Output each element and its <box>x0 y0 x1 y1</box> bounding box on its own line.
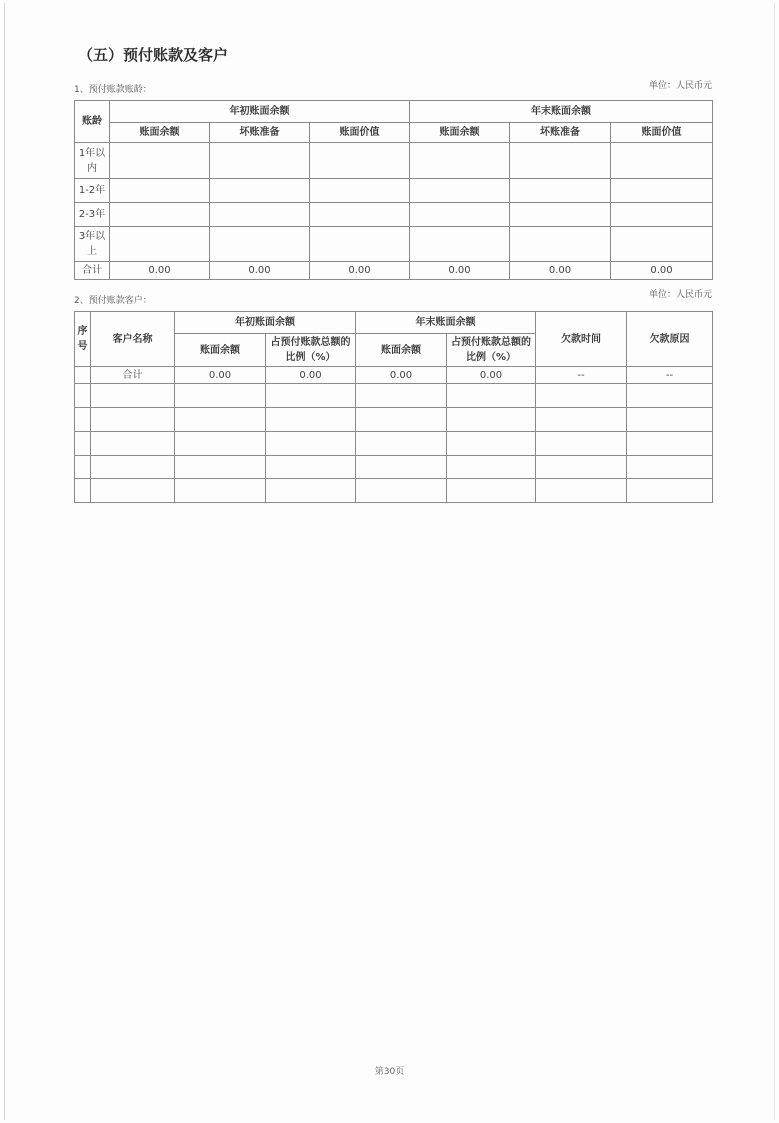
table-row <box>75 384 713 408</box>
header-age: 账龄 <box>75 101 110 143</box>
header-begin-balance: 年初账面余额 <box>175 312 356 334</box>
table1-unit: 单位：人民币元 <box>648 81 712 91</box>
table2-unit: 单位：人民币元 <box>648 290 712 300</box>
subheader-cell: 账面价值 <box>310 123 410 143</box>
total-value: 0.00 <box>310 262 410 280</box>
page-number: 第30页 <box>374 1067 405 1077</box>
aging-table <box>74 100 713 280</box>
value-cell <box>611 227 713 262</box>
total-value: 0.00 <box>210 262 310 280</box>
header-customer-name: 客户名称 <box>91 312 175 367</box>
value-cell <box>410 227 510 262</box>
value-cell <box>510 143 611 179</box>
age-cell: 2-3年 <box>75 203 110 227</box>
table1-caption: 1、预付账款账龄： <box>74 85 152 95</box>
header-begin-balance: 年初账面余额 <box>110 101 410 123</box>
table-row <box>75 479 713 503</box>
age-cell: 1-2年 <box>75 179 110 203</box>
value-cell <box>310 143 410 179</box>
total-value: 0.00 <box>410 262 510 280</box>
value-cell <box>210 143 310 179</box>
header-owed-time: 欠款时间 <box>536 312 627 367</box>
table-row <box>75 227 713 262</box>
value-cell <box>210 203 310 227</box>
header-seq: 序号 <box>75 312 91 367</box>
value-cell <box>410 203 510 227</box>
age-cell: 3年以上 <box>75 227 110 262</box>
value-cell <box>310 179 410 203</box>
total-label: 合计 <box>75 262 110 280</box>
value-cell <box>110 203 210 227</box>
value-cell <box>410 179 510 203</box>
total-row <box>75 367 713 384</box>
owed-time-cell: -- <box>536 367 627 384</box>
total-label: 合计 <box>91 367 175 384</box>
value-cell <box>110 179 210 203</box>
section-title: （五）预付账款及客户 <box>78 46 229 64</box>
value-cell <box>310 227 410 262</box>
table-row <box>75 143 713 179</box>
header-owed-reason: 欠款原因 <box>627 312 713 367</box>
value-cell <box>611 179 713 203</box>
subheader-cell: 账面余额 <box>175 334 266 367</box>
subheader-cell: 账面余额 <box>410 123 510 143</box>
age-cell: 1年以内 <box>75 143 110 179</box>
value-cell <box>210 227 310 262</box>
header-end-balance: 年末账面余额 <box>410 101 713 123</box>
total-value: 0.00 <box>266 367 356 384</box>
value-cell <box>510 203 611 227</box>
table-row <box>75 432 713 456</box>
value-cell <box>210 179 310 203</box>
seq-cell <box>75 367 91 384</box>
table2-caption: 2、预付账款客户： <box>74 296 152 306</box>
value-cell <box>611 143 713 179</box>
subheader-cell: 占预付账款总额的比例（%） <box>266 334 356 367</box>
total-value: 0.00 <box>356 367 447 384</box>
value-cell <box>611 203 713 227</box>
table-row <box>75 456 713 479</box>
value-cell <box>410 143 510 179</box>
owed-reason-cell: -- <box>627 367 713 384</box>
table-row <box>75 179 713 203</box>
subheader-cell: 账面价值 <box>611 123 713 143</box>
value-cell <box>510 227 611 262</box>
table-row <box>75 203 713 227</box>
total-value: 0.00 <box>611 262 713 280</box>
value-cell <box>110 143 210 179</box>
subheader-cell: 坏账准备 <box>510 123 611 143</box>
subheader-cell: 坏账准备 <box>210 123 310 143</box>
subheader-cell: 账面余额 <box>356 334 447 367</box>
subheader-cell: 账面余额 <box>110 123 210 143</box>
total-value: 0.00 <box>175 367 266 384</box>
value-cell <box>110 227 210 262</box>
subheader-cell: 占预付账款总额的比例（%） <box>447 334 536 367</box>
total-row <box>75 262 713 280</box>
total-value: 0.00 <box>110 262 210 280</box>
table-row <box>75 408 713 432</box>
total-value: 0.00 <box>447 367 536 384</box>
value-cell <box>310 203 410 227</box>
value-cell <box>510 179 611 203</box>
total-value: 0.00 <box>510 262 611 280</box>
header-end-balance: 年末账面余额 <box>356 312 536 334</box>
customer-table <box>74 311 713 503</box>
